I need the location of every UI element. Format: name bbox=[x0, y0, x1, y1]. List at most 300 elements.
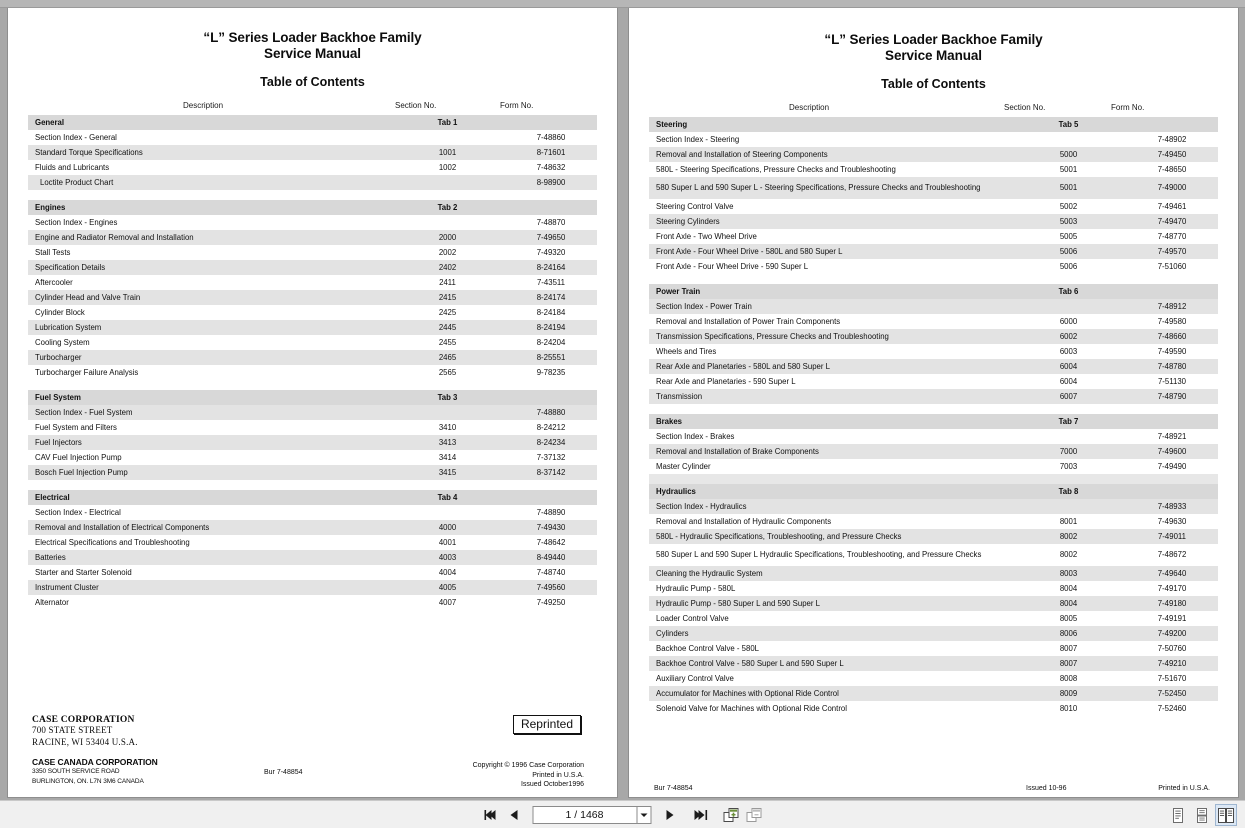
toc-form-cell: 7-48870 bbox=[505, 215, 597, 230]
toc-form-cell: 7-49461 bbox=[1126, 199, 1218, 214]
toc-form-cell: 7-48770 bbox=[1126, 229, 1218, 244]
toc-spacer-row bbox=[28, 190, 597, 200]
table-row[interactable] bbox=[28, 145, 597, 160]
toc-description-cell: 580L - Steering Specifications, Pressure Checks and Troubleshooting bbox=[649, 162, 1011, 177]
table-row[interactable] bbox=[649, 344, 1218, 359]
toc-form-cell: 7-48860 bbox=[505, 130, 597, 145]
table-row[interactable] bbox=[649, 671, 1218, 686]
table-row[interactable] bbox=[28, 520, 597, 535]
table-row[interactable] bbox=[649, 656, 1218, 671]
document-page-right[interactable] bbox=[629, 8, 1238, 797]
toc-section-cell: 5003 bbox=[1011, 214, 1126, 229]
table-row[interactable] bbox=[649, 429, 1218, 444]
toc-form-cell bbox=[1126, 414, 1218, 429]
toc-section-cell bbox=[1011, 429, 1126, 444]
copyright-line-3: Issued October1996 bbox=[520, 781, 584, 788]
toc-description-cell: Batteries bbox=[28, 550, 390, 565]
toc-description-cell: Aftercooler bbox=[28, 275, 390, 290]
page-number-input[interactable]: 1 / 1468 bbox=[532, 806, 636, 824]
table-row[interactable] bbox=[28, 595, 597, 610]
toc-description-cell: 580L - Hydraulic Specifications, Troubleshooting, and Pressure Checks bbox=[649, 529, 1011, 544]
case-canada-block bbox=[32, 757, 158, 786]
toc-form-cell: 7-49430 bbox=[505, 520, 597, 535]
toc-section-cell: 1002 bbox=[390, 160, 505, 175]
table-row[interactable] bbox=[649, 596, 1218, 611]
toc-form-cell: 7-48933 bbox=[1126, 499, 1218, 514]
table-row[interactable] bbox=[649, 459, 1218, 474]
table-row[interactable] bbox=[649, 686, 1218, 701]
table-row[interactable] bbox=[649, 214, 1218, 229]
title-line-1: “L” Series Loader Backhoe Family bbox=[824, 32, 1043, 47]
toc-form-cell: 7-49600 bbox=[1126, 444, 1218, 459]
page-number-combo[interactable] bbox=[532, 806, 651, 824]
toc-section-cell: 8004 bbox=[1011, 596, 1126, 611]
document-page-left[interactable] bbox=[8, 8, 617, 797]
toc-form-cell: 7-49180 bbox=[1126, 596, 1218, 611]
toc-form-cell: 8-98900 bbox=[505, 175, 597, 190]
toc-description-cell: Engine and Radiator Removal and Installation bbox=[28, 230, 390, 245]
table-row[interactable] bbox=[649, 641, 1218, 656]
table-row[interactable] bbox=[649, 701, 1218, 716]
title-line-1: “L” Series Loader Backhoe Family bbox=[203, 30, 422, 45]
table-row[interactable] bbox=[28, 175, 597, 190]
table-row[interactable] bbox=[649, 611, 1218, 626]
column-header-form: Form No. bbox=[500, 101, 534, 110]
table-row[interactable] bbox=[28, 305, 597, 320]
toc-form-cell bbox=[1126, 484, 1218, 499]
toc-section-cell: 5001 bbox=[1011, 177, 1126, 199]
toc-description-cell: Removal and Installation of Brake Components bbox=[649, 444, 1011, 459]
toc-description-cell: Alternator bbox=[28, 595, 390, 610]
table-row[interactable] bbox=[28, 230, 597, 245]
table-row[interactable] bbox=[28, 160, 597, 175]
toc-description-cell: Steering Cylinders bbox=[649, 214, 1011, 229]
page-title-right bbox=[649, 32, 1218, 63]
table-row[interactable] bbox=[28, 320, 597, 335]
table-row[interactable] bbox=[28, 215, 597, 230]
toc-section-row[interactable] bbox=[28, 490, 597, 505]
toc-description-cell: Standard Torque Specifications bbox=[28, 145, 390, 160]
toc-section-cell bbox=[390, 175, 505, 190]
toc-form-cell bbox=[505, 390, 597, 405]
corp-street: 700 STATE STREET bbox=[32, 725, 113, 735]
toc-section-cell: Tab 7 bbox=[1011, 414, 1126, 429]
column-header-section: Section No. bbox=[395, 101, 437, 110]
table-row[interactable] bbox=[649, 529, 1218, 544]
toc-description-cell: 580 Super L and 590 Super L - Steering Specifications, Pressure Checks and Troubleshooting bbox=[649, 177, 1011, 199]
toc-section-cell: 6000 bbox=[1011, 314, 1126, 329]
toc-description-cell: Fluids and Lubricants bbox=[28, 160, 390, 175]
toc-description-cell: Steering bbox=[649, 117, 1011, 132]
page-navigation-group bbox=[481, 801, 764, 828]
toc-form-cell: 7-49580 bbox=[1126, 314, 1218, 329]
table-row[interactable] bbox=[28, 245, 597, 260]
toc-form-cell: 7-48921 bbox=[1126, 429, 1218, 444]
toc-section-cell: 4005 bbox=[390, 580, 505, 595]
toc-heading-right: Table of Contents bbox=[881, 77, 986, 91]
toc-description-cell: Removal and Installation of Steering Components bbox=[649, 147, 1011, 162]
toc-spacer-row bbox=[649, 474, 1218, 484]
remove-bookmark-icon[interactable] bbox=[744, 805, 764, 825]
toc-description-cell: Electrical Specifications and Troubleshooting bbox=[28, 535, 390, 550]
toc-section-cell: 4007 bbox=[390, 595, 505, 610]
toc-section-cell: 2402 bbox=[390, 260, 505, 275]
toc-description-cell: Removal and Installation of Power Train Components bbox=[649, 314, 1011, 329]
table-row[interactable] bbox=[649, 499, 1218, 514]
toc-form-cell: 7-49000 bbox=[1126, 177, 1218, 199]
toc-form-cell: 8-24212 bbox=[505, 420, 597, 435]
toc-section-cell: Tab 2 bbox=[390, 200, 505, 215]
toc-section-cell: 8002 bbox=[1011, 544, 1126, 566]
page-footer-left bbox=[28, 715, 597, 797]
toc-form-cell: 7-49470 bbox=[1126, 214, 1218, 229]
table-row[interactable] bbox=[28, 420, 597, 435]
toc-form-cell: 9-78235 bbox=[505, 365, 597, 380]
case-corporation-block bbox=[32, 715, 138, 748]
copyright-line-1: Copyright © 1996 Case Corporation bbox=[472, 762, 584, 769]
table-row[interactable] bbox=[649, 359, 1218, 374]
table-row[interactable] bbox=[28, 335, 597, 350]
toc-form-cell: 7-49640 bbox=[1126, 566, 1218, 581]
table-row[interactable] bbox=[28, 550, 597, 565]
previous-page-button[interactable] bbox=[504, 805, 524, 825]
bur-number-right: Bur 7-48854 bbox=[654, 785, 693, 792]
toc-section-cell: 1001 bbox=[390, 145, 505, 160]
table-row[interactable] bbox=[649, 514, 1218, 529]
copyright-line-2: Printed in U.S.A. bbox=[532, 771, 584, 779]
toc-form-cell: 7-48740 bbox=[505, 565, 597, 580]
toc-section-cell: 7000 bbox=[1011, 444, 1126, 459]
table-row[interactable] bbox=[28, 565, 597, 580]
issued-date: Issued 10-96 bbox=[1026, 785, 1067, 792]
toc-section-cell bbox=[390, 405, 505, 420]
toc-description-cell: CAV Fuel Injection Pump bbox=[28, 450, 390, 465]
toc-description-cell: Bosch Fuel Injection Pump bbox=[28, 465, 390, 480]
toc-section-cell: 2465 bbox=[390, 350, 505, 365]
table-row[interactable] bbox=[649, 444, 1218, 459]
toc-form-cell: 7-48642 bbox=[505, 535, 597, 550]
title-line-2: Service Manual bbox=[264, 45, 361, 61]
toc-description-cell: Stall Tests bbox=[28, 245, 390, 260]
table-row[interactable] bbox=[649, 199, 1218, 214]
toc-section-cell: Tab 5 bbox=[1011, 117, 1126, 132]
toc-form-cell bbox=[505, 200, 597, 215]
toc-form-cell: 8-37142 bbox=[505, 465, 597, 480]
toc-section-cell: 2415 bbox=[390, 290, 505, 305]
toc-form-cell: 7-49650 bbox=[505, 230, 597, 245]
toc-section-row[interactable] bbox=[649, 414, 1218, 429]
toc-form-cell: 7-52460 bbox=[1126, 701, 1218, 716]
page-footer-right bbox=[649, 785, 1218, 797]
toc-section-row[interactable] bbox=[649, 484, 1218, 499]
toc-section-cell: 4003 bbox=[390, 550, 505, 565]
toc-description-cell: Removal and Installation of Hydraulic Components bbox=[649, 514, 1011, 529]
toc-section-cell: 5006 bbox=[1011, 259, 1126, 274]
toc-description-cell: Solenoid Valve for Machines with Optional Ride Control bbox=[649, 701, 1011, 716]
last-page-button[interactable] bbox=[690, 805, 710, 825]
toc-form-cell: 7-49011 bbox=[1126, 529, 1218, 544]
toc-description-cell: Loader Control Valve bbox=[649, 611, 1011, 626]
toc-description-cell: Instrument Cluster bbox=[28, 580, 390, 595]
toc-spacer-row bbox=[28, 380, 597, 390]
table-row[interactable] bbox=[649, 314, 1218, 329]
toc-description-cell: Transmission Specifications, Pressure Checks and Troubleshooting bbox=[649, 329, 1011, 344]
toc-form-cell: 7-51060 bbox=[1126, 259, 1218, 274]
table-row[interactable] bbox=[28, 450, 597, 465]
toc-form-cell: 7-49170 bbox=[1126, 581, 1218, 596]
toc-description-cell: Master Cylinder bbox=[649, 459, 1011, 474]
toc-form-cell: 7-48650 bbox=[1126, 162, 1218, 177]
toc-form-cell: 7-49560 bbox=[505, 580, 597, 595]
view-mode-group bbox=[1167, 801, 1237, 828]
toc-form-cell: 7-48890 bbox=[505, 505, 597, 520]
toc-section-cell: 6003 bbox=[1011, 344, 1126, 359]
toc-description-cell: Brakes bbox=[649, 414, 1011, 429]
toc-form-cell: 8-71601 bbox=[505, 145, 597, 160]
toc-form-cell: 7-48912 bbox=[1126, 299, 1218, 314]
toc-description-cell: Removal and Installation of Electrical Components bbox=[28, 520, 390, 535]
toc-description-cell: Lubrication System bbox=[28, 320, 390, 335]
table-row[interactable] bbox=[649, 329, 1218, 344]
toc-section-cell: 2565 bbox=[390, 365, 505, 380]
view-two-page-button[interactable] bbox=[1215, 804, 1237, 826]
toc-form-cell: 7-49490 bbox=[1126, 459, 1218, 474]
toc-form-cell: 8-24164 bbox=[505, 260, 597, 275]
toc-form-cell: 7-48902 bbox=[1126, 132, 1218, 147]
corp-name: CASE CORPORATION bbox=[32, 715, 135, 725]
toc-form-cell: 7-49450 bbox=[1126, 147, 1218, 162]
toc-description-cell: Cylinders bbox=[649, 626, 1011, 641]
next-page-button[interactable] bbox=[659, 805, 679, 825]
toc-section-cell: 8007 bbox=[1011, 641, 1126, 656]
table-row[interactable] bbox=[649, 544, 1218, 566]
toc-description-cell: Section Index - Fuel System bbox=[28, 405, 390, 420]
table-row[interactable] bbox=[28, 465, 597, 480]
toc-section-cell: 3413 bbox=[390, 435, 505, 450]
toc-section-cell: Tab 1 bbox=[390, 115, 505, 130]
toc-section-cell bbox=[1011, 499, 1126, 514]
toc-section-row[interactable] bbox=[649, 284, 1218, 299]
table-row[interactable] bbox=[649, 626, 1218, 641]
table-row[interactable] bbox=[28, 580, 597, 595]
toc-form-cell: 7-49200 bbox=[1126, 626, 1218, 641]
add-bookmark-icon[interactable] bbox=[721, 805, 741, 825]
toc-section-cell: 2445 bbox=[390, 320, 505, 335]
toc-section-row[interactable] bbox=[28, 200, 597, 215]
toc-section-cell bbox=[390, 130, 505, 145]
toc-description-cell: Turbocharger Failure Analysis bbox=[28, 365, 390, 380]
toc-form-cell: 7-48790 bbox=[1126, 389, 1218, 404]
toc-description-cell: Engines bbox=[28, 200, 390, 215]
view-single-page-button[interactable] bbox=[1167, 804, 1189, 826]
toc-form-cell: 7-48632 bbox=[505, 160, 597, 175]
toc-description-cell: Backhoe Control Valve - 580 Super L and 590 Super L bbox=[649, 656, 1011, 671]
table-row[interactable] bbox=[28, 275, 597, 290]
toc-section-cell: 4001 bbox=[390, 535, 505, 550]
toc-section-cell: 4000 bbox=[390, 520, 505, 535]
bur-number-left: Bur 7-48854 bbox=[264, 769, 303, 776]
table-row[interactable] bbox=[649, 132, 1218, 147]
table-row[interactable] bbox=[649, 229, 1218, 244]
chevron-down-icon[interactable] bbox=[636, 806, 651, 824]
table-row[interactable] bbox=[28, 290, 597, 305]
toc-description-cell: Front Axle - Two Wheel Drive bbox=[649, 229, 1011, 244]
toc-description-cell: Fuel Injectors bbox=[28, 435, 390, 450]
table-row[interactable] bbox=[649, 389, 1218, 404]
column-header-section: Section No. bbox=[1004, 103, 1046, 112]
toc-form-cell: 8-24184 bbox=[505, 305, 597, 320]
column-header-form: Form No. bbox=[1111, 103, 1145, 112]
toc-description-cell: Turbocharger bbox=[28, 350, 390, 365]
toc-section-cell bbox=[1011, 132, 1126, 147]
toc-section-cell: 6002 bbox=[1011, 329, 1126, 344]
toc-section-cell: 6004 bbox=[1011, 359, 1126, 374]
toc-spacer-row bbox=[649, 404, 1218, 414]
toc-section-cell: 5001 bbox=[1011, 162, 1126, 177]
corp2-city: BURLINGTON, ON. L7N 3M6 CANADA bbox=[32, 777, 144, 785]
toc-column-headers-right bbox=[649, 103, 1218, 117]
reprinted-stamp: Reprinted bbox=[513, 715, 581, 734]
table-row[interactable] bbox=[28, 405, 597, 420]
table-row[interactable] bbox=[649, 581, 1218, 596]
toc-form-cell: 8-24174 bbox=[505, 290, 597, 305]
toc-section-cell: 2425 bbox=[390, 305, 505, 320]
toc-description-cell: Rear Axle and Planetaries - 590 Super L bbox=[649, 374, 1011, 389]
toc-form-cell: 7-48672 bbox=[1126, 544, 1218, 566]
toc-form-cell: 7-48880 bbox=[505, 405, 597, 420]
toc-form-cell: 7-49320 bbox=[505, 245, 597, 260]
toc-spacer-row bbox=[28, 480, 597, 490]
table-row[interactable] bbox=[28, 350, 597, 365]
toc-description-cell: Cylinder Head and Valve Train bbox=[28, 290, 390, 305]
toc-section-cell: 6004 bbox=[1011, 374, 1126, 389]
toc-form-cell: 7-49590 bbox=[1126, 344, 1218, 359]
printed-in: Printed in U.S.A. bbox=[1158, 785, 1210, 792]
toc-description-cell: Section Index - Brakes bbox=[649, 429, 1011, 444]
toc-form-cell: 7-48660 bbox=[1126, 329, 1218, 344]
toc-description-cell: Electrical bbox=[28, 490, 390, 505]
toc-section-cell: 8008 bbox=[1011, 671, 1126, 686]
window-top-strip bbox=[0, 0, 1245, 8]
title-line-2: Service Manual bbox=[885, 47, 982, 63]
corp-city: RACINE, WI 53404 U.S.A. bbox=[32, 736, 138, 747]
toc-section-row[interactable] bbox=[28, 115, 597, 130]
copyright-block bbox=[473, 761, 584, 790]
document-viewport[interactable] bbox=[0, 8, 1245, 800]
bottom-toolbar bbox=[0, 800, 1245, 828]
toc-description-cell: Transmission bbox=[649, 389, 1011, 404]
table-row[interactable] bbox=[649, 566, 1218, 581]
table-row[interactable] bbox=[649, 147, 1218, 162]
toc-description-cell: Front Axle - Four Wheel Drive - 580L and 580 Super L bbox=[649, 244, 1011, 259]
table-row[interactable] bbox=[28, 435, 597, 450]
toc-section-cell: 8005 bbox=[1011, 611, 1126, 626]
toc-form-cell bbox=[1126, 117, 1218, 132]
toc-description-cell: Front Axle - Four Wheel Drive - 590 Super L bbox=[649, 259, 1011, 274]
toc-section-cell: 8007 bbox=[1011, 656, 1126, 671]
toc-description-cell: Section Index - Steering bbox=[649, 132, 1011, 147]
toc-section-cell: 8009 bbox=[1011, 686, 1126, 701]
toc-form-cell: 7-52450 bbox=[1126, 686, 1218, 701]
toc-description-cell: Starter and Starter Solenoid bbox=[28, 565, 390, 580]
table-row[interactable] bbox=[649, 177, 1218, 199]
toc-form-cell: 8-24204 bbox=[505, 335, 597, 350]
table-row[interactable] bbox=[28, 505, 597, 520]
toc-section-cell: 8003 bbox=[1011, 566, 1126, 581]
toc-heading: Table of Contents bbox=[260, 75, 365, 89]
toc-description-cell: Cylinder Block bbox=[28, 305, 390, 320]
toc-section-cell: 8004 bbox=[1011, 581, 1126, 596]
toc-spacer-row bbox=[649, 274, 1218, 284]
table-row[interactable] bbox=[28, 130, 597, 145]
toc-form-cell: 8-24194 bbox=[505, 320, 597, 335]
table-row[interactable] bbox=[649, 259, 1218, 274]
toc-section-cell: 5005 bbox=[1011, 229, 1126, 244]
table-row[interactable] bbox=[649, 162, 1218, 177]
toc-section-cell: Tab 6 bbox=[1011, 284, 1126, 299]
toc-description-cell: Backhoe Control Valve - 580L bbox=[649, 641, 1011, 656]
toc-form-cell: 8-24234 bbox=[505, 435, 597, 450]
table-row[interactable] bbox=[28, 260, 597, 275]
view-continuous-button[interactable] bbox=[1191, 804, 1213, 826]
table-row[interactable] bbox=[649, 299, 1218, 314]
toc-form-cell: 7-48780 bbox=[1126, 359, 1218, 374]
toc-form-cell: 7-51130 bbox=[1126, 374, 1218, 389]
table-row[interactable] bbox=[649, 244, 1218, 259]
toc-table-right bbox=[649, 117, 1218, 716]
toc-section-cell bbox=[1011, 299, 1126, 314]
toc-section-cell: 2002 bbox=[390, 245, 505, 260]
toc-section-cell: 5002 bbox=[1011, 199, 1126, 214]
toc-section-cell: 8001 bbox=[1011, 514, 1126, 529]
table-row[interactable] bbox=[28, 535, 597, 550]
toc-section-cell: 6007 bbox=[1011, 389, 1126, 404]
toc-section-cell: 3415 bbox=[390, 465, 505, 480]
toc-section-cell: 2455 bbox=[390, 335, 505, 350]
toc-description-cell: Section Index - Hydraulics bbox=[649, 499, 1011, 514]
toc-description-cell: Section Index - General bbox=[28, 130, 390, 145]
toc-description-cell: Wheels and Tires bbox=[649, 344, 1011, 359]
toc-section-cell: Tab 8 bbox=[1011, 484, 1126, 499]
toc-form-cell bbox=[1126, 284, 1218, 299]
toc-section-cell: 8006 bbox=[1011, 626, 1126, 641]
toc-description-cell: Specification Details bbox=[28, 260, 390, 275]
toc-section-cell: 5000 bbox=[1011, 147, 1126, 162]
toc-table-left bbox=[28, 115, 597, 610]
toc-section-row[interactable] bbox=[28, 390, 597, 405]
toc-section-row[interactable] bbox=[649, 117, 1218, 132]
toc-form-cell: 7-37132 bbox=[505, 450, 597, 465]
toc-body-left bbox=[28, 115, 597, 610]
table-row[interactable] bbox=[649, 374, 1218, 389]
toc-description-cell: Fuel System bbox=[28, 390, 390, 405]
toc-column-headers bbox=[28, 101, 597, 115]
toc-description-cell: Hydraulic Pump - 580 Super L and 590 Super L bbox=[649, 596, 1011, 611]
toc-section-cell bbox=[390, 215, 505, 230]
first-page-button[interactable] bbox=[481, 805, 501, 825]
table-row[interactable] bbox=[28, 365, 597, 380]
corp2-street: 3350 SOUTH SERVICE ROAD bbox=[32, 768, 120, 775]
toc-description-cell: General bbox=[28, 115, 390, 130]
toc-body-right bbox=[649, 117, 1218, 716]
toc-description-cell: Loctite Product Chart bbox=[28, 175, 390, 190]
toc-form-cell: 7-43511 bbox=[505, 275, 597, 290]
toc-section-cell: 2411 bbox=[390, 275, 505, 290]
toc-section-cell: 4004 bbox=[390, 565, 505, 580]
toc-description-cell: Section Index - Engines bbox=[28, 215, 390, 230]
page-title bbox=[28, 30, 597, 61]
toc-section-cell: Tab 3 bbox=[390, 390, 505, 405]
